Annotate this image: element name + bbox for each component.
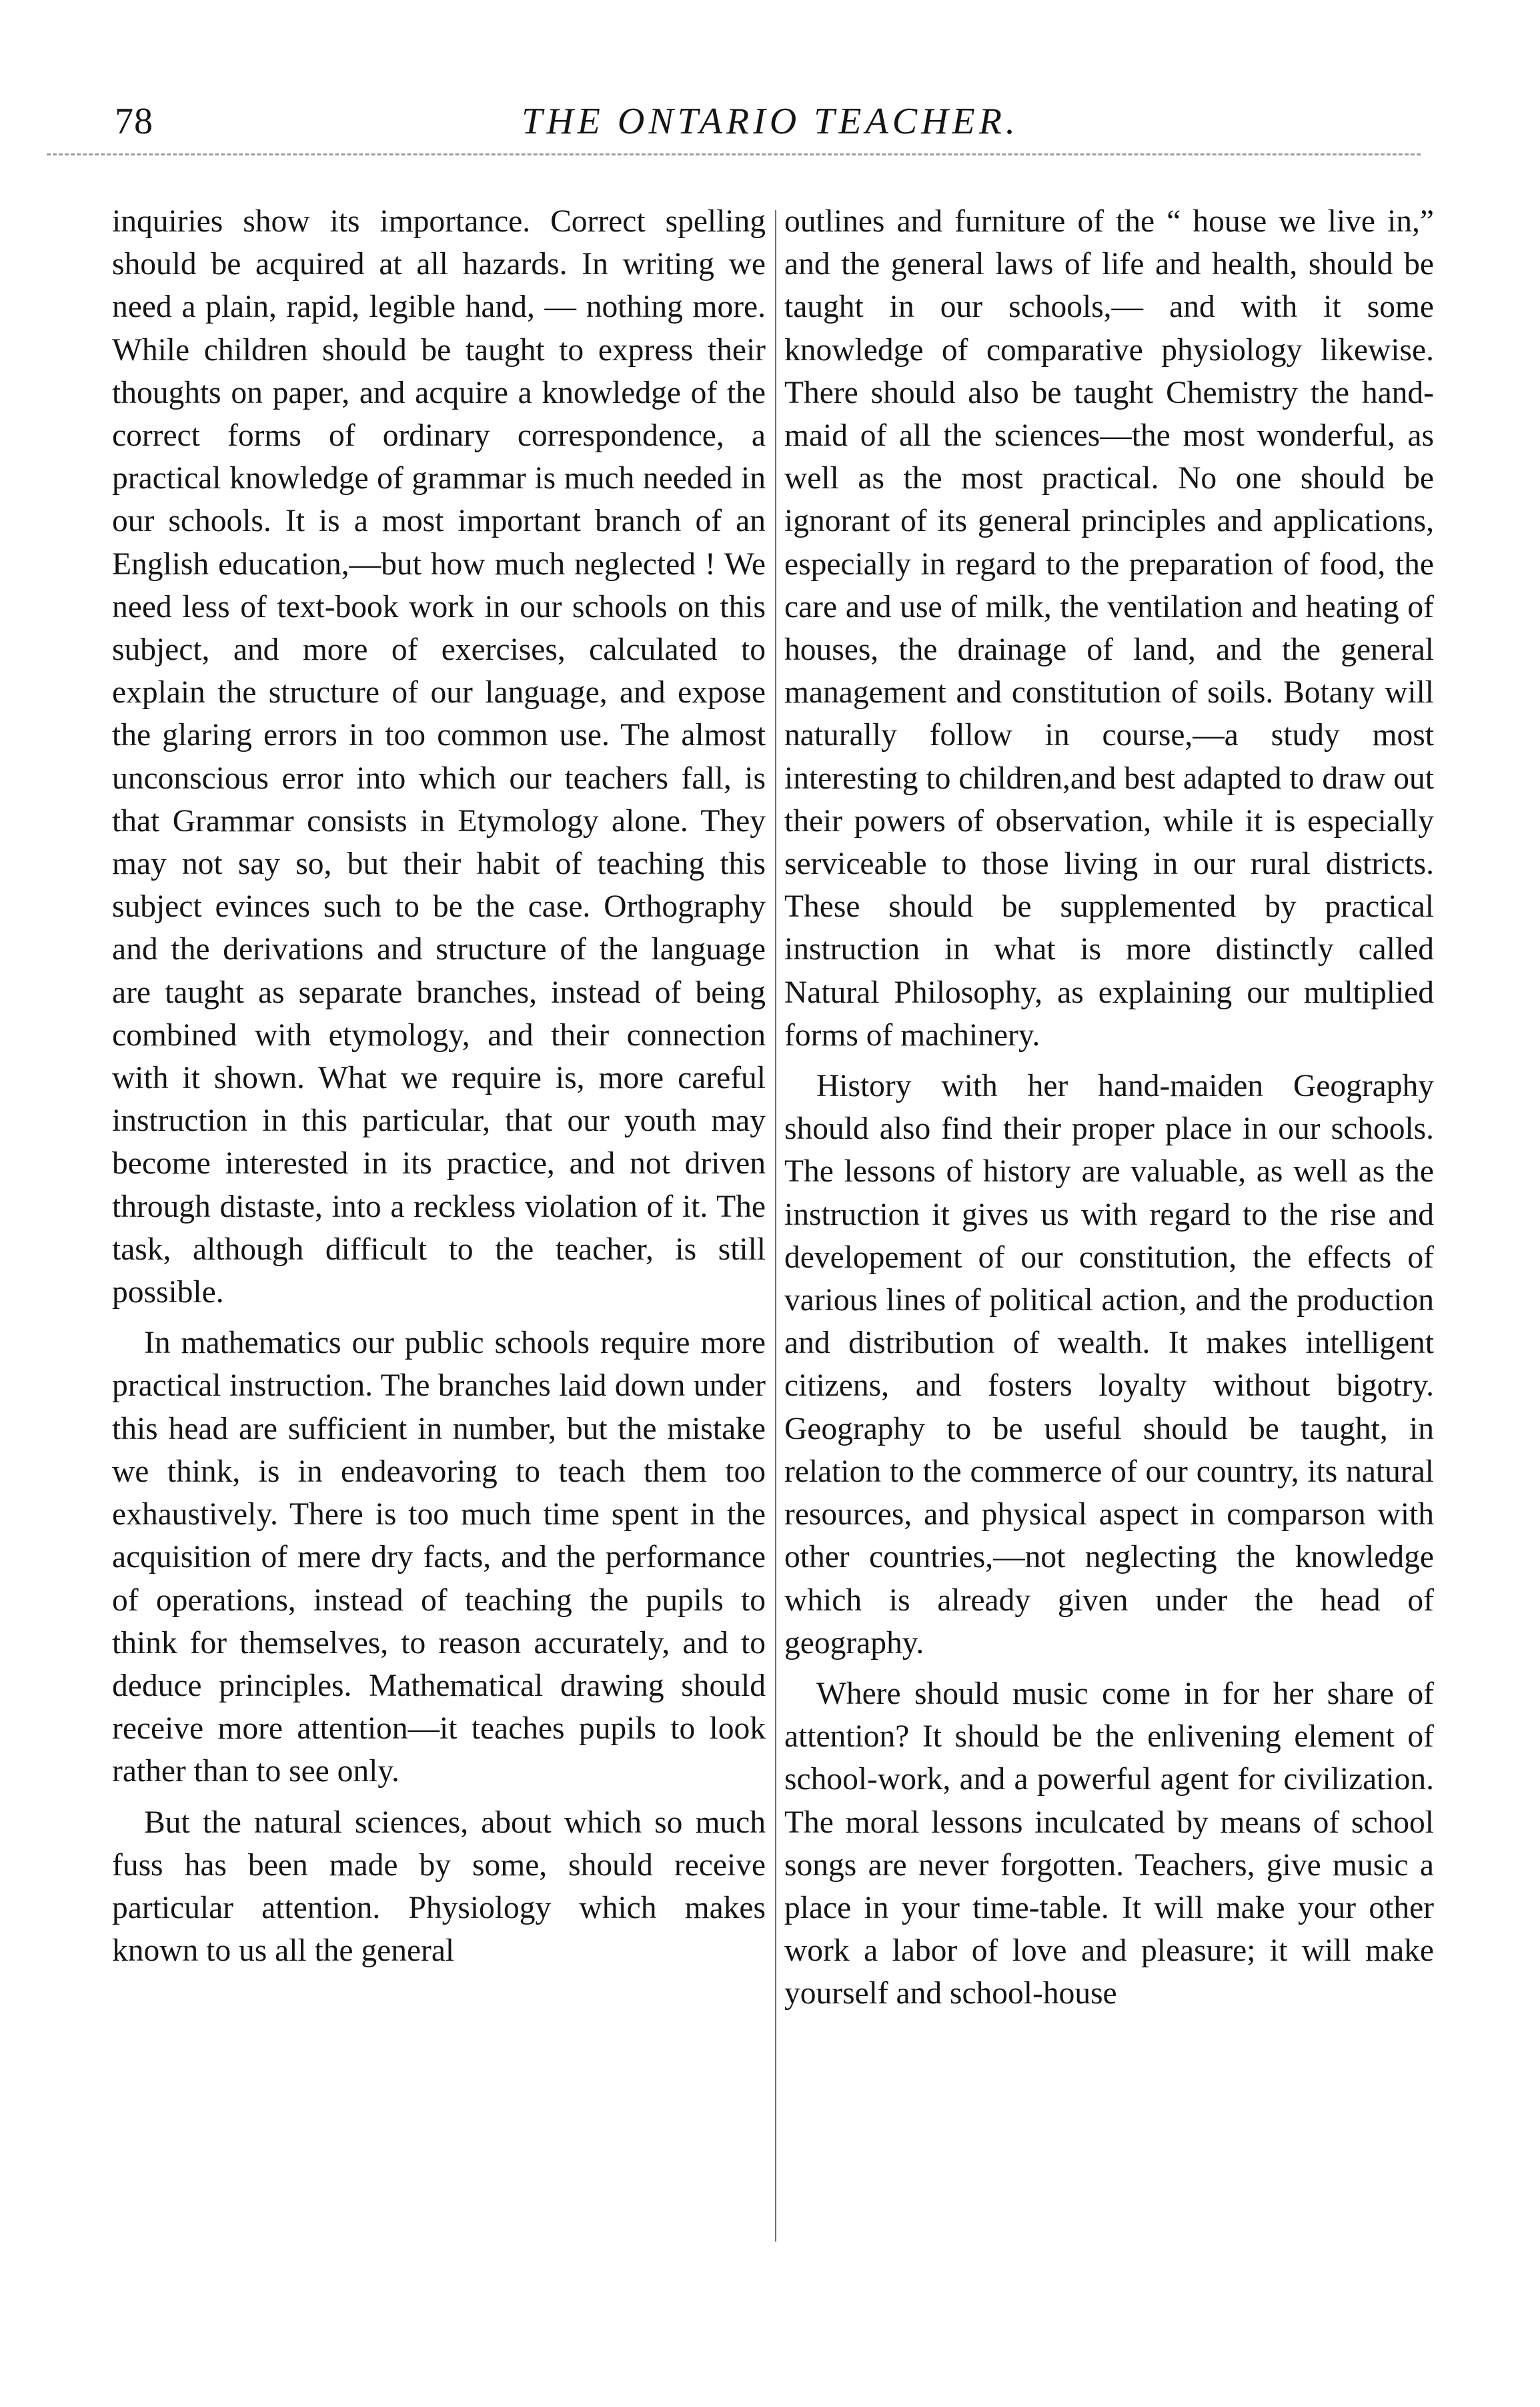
page-number: 78 <box>115 101 153 142</box>
paragraph: Where should music come in for her share of attention? It should be the enlivening element of school-work, and a powerful agent for civilization. The moral lessons inculcated by means of school songs are never forgotten. Teachers, give music a place in your time-table. It will make your other work a labor of love and pleasure; it will make yourself and school-house <box>784 1676 1434 2011</box>
paragraph: inquiries show its importance. Correct spelling should be acquired at all hazards. In writing we need a plain, rapid, legible hand, — nothing more. While children should be taught to express their thoughts on paper, and acquire a knowledge of the correct forms of ordinary correspondence, a practical knowledge of grammar is much needed in our schools. It is a most important branch of an English education,—but how much neglected ! We need less of text-book work in our schools on this subject, and more of exercises, calculated to explain the structure of our language, and expose the glaring errors in too common use. The almost unconscious error into which our teachers fall, is that Grammar consists in Etymology alone. They may not say so, but their habit of teaching this subject evinces such to be the case. Orthography and the derivations and structure of the language are taught as separate branches, instead of being combined with etymology, and their connection with it shown. What we require is, more careful instruction in this particular, that our youth may become interested in its practice, and not driven through distaste, into a reckless violation of it. The task, although difficult to the teacher, is still possible. <box>112 204 766 1310</box>
paragraph: But the natural sciences, about which so much fuss has been made by some, should receive particular attention. Physiology which makes known to us all the general <box>112 1805 766 1969</box>
header-rule <box>47 153 1421 155</box>
left-column <box>112 200 766 1980</box>
paragraph: outlines and furniture of the “ house we live in,” and the general laws of life and health, should be taught in our schools,— and with it some knowledge of comparative physiology likewise. There should also be taught Chemistry the hand-maid of all the sciences—the most wonderful, as well as the most practical. No one should be ignorant of its general principles and applications, especially in regard to the preparation of food, the care and use of milk, the ventilation and heating of houses, the drainage of land, and the general management and constitution of soils. Botany will naturally follow in course,—a study most interesting to children,and best adapted to draw out their powers of observation, while it is especially serviceable to those living in our rural districts. These should be supplemented by practical instruction in what is more distinctly called Natural Philosophy, as explaining our multiplied forms of machinery. <box>784 204 1434 1053</box>
page-header <box>107 100 1434 173</box>
paragraph: In mathematics our public schools require more practical instruction. The branches laid down under this head are sufficient in number, but the mistake we think, is in endeavoring to teach them too exhaustively. There is too much time spent in the acquisition of mere dry facts, and the performance of operations, instead of teaching the pupils to think for themselves, to reason accurately, and to deduce principles. Mathematical drawing should receive more attention—it teaches pupils to look rather than to see only. <box>112 1326 766 1789</box>
paragraph: History with her hand-maiden Geography should also find their proper place in our schools. The lessons of history are valuable, as well as the instruction it gives us with regard to the rise and developement of our constitution, the effects of various lines of political action, and the production and distribution of wealth. It makes intelligent citizens, and fosters loyalty without bigotry. Geography to be useful should be taught, in relation to the commerce of our country, its natural resources, and physical aspect in comparson with other countries,—not neglecting the knowledge which is already given under the head of geography. <box>784 1069 1434 1660</box>
right-column <box>784 200 1434 2023</box>
journal-title: THE ONTARIO TEACHER. <box>522 101 1019 142</box>
column-divider <box>775 210 776 2242</box>
